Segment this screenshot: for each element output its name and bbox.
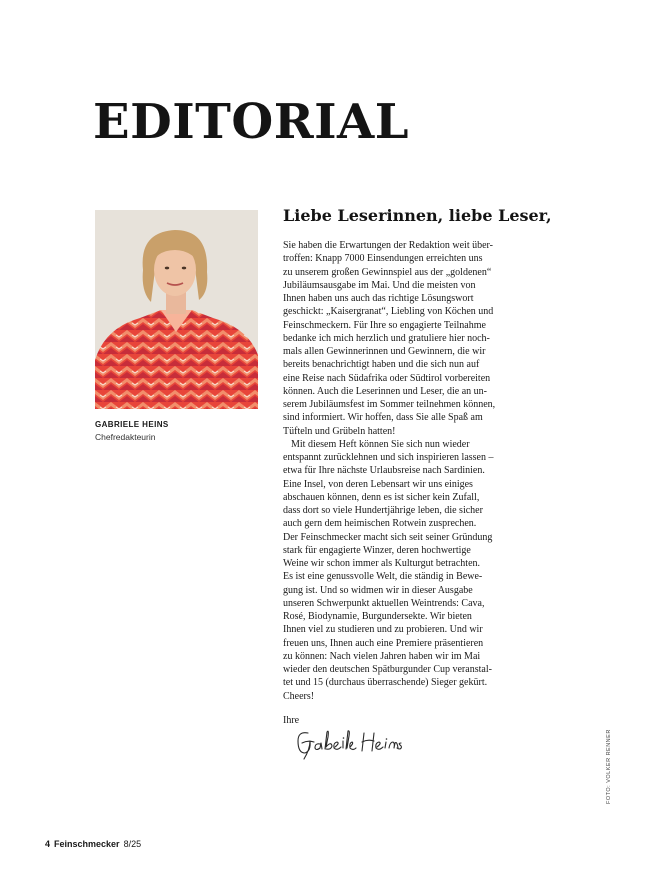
page-title: EDITORIAL [93,94,410,150]
body-line: entspannt zurücklehnen und sich inspirieren lassen – [283,452,494,463]
author-portrait [95,210,258,409]
body-line: sind informiert. Wir hoffen, dass Sie alle Spaß am [283,412,483,424]
body-line: stark für engagierte Winzer, deren hochwertige [283,544,471,556]
body-line: freuen uns, Ihnen auch eine Premiere präsentieren [283,637,484,649]
body-line: eine Reise nach Südafrika oder Südtirol vorbereiten [283,372,491,384]
body-line: Feinschmeckern. Für Ihre so engagierte Teilnahme [283,319,486,331]
body-line: mals allen Gewinnerinnen und Gewinnern, die wir [283,346,486,357]
body-line: auch gern dem heimischen Rotwein zusprechen. [283,518,477,530]
body-line: gung ist. Und so widmen wir in dieser Ausgabe [283,584,473,596]
body-line: Cheers! [283,690,315,702]
body-line: Ihnen viel zu studieren und zu probieren. Und wir [283,624,483,636]
body-line: Ihnen haben uns auch das richtige Lösungswort [283,293,474,304]
body-line: Tüfteln und Grübeln hatten! [283,425,396,437]
body-line: Sie haben die Erwartungen der Redaktion weit über- [283,240,494,251]
body-line: Mit diesem Heft können Sie sich nun wieder [291,438,470,450]
body-line: Jubiläumsausgabe im Mai. Und die meisten von [283,279,476,291]
body-line: zu können: Nach vielen Jahren haben wir im Mai [283,650,481,662]
body-line: unseren Schwerpunkt aktuellen Weintrends: Cava, [283,597,485,609]
editorial-body [283,239,523,703]
body-line: zu unserem großen Gewinnspiel aus der „goldenen“ [283,266,492,278]
page-number: 4 [45,839,51,849]
body-line: Rosé, Biodynamie, Burgundersekte. Wir bieten [283,611,472,622]
magazine-name: Feinschmecker [54,839,120,849]
body-line: Es ist eine genussvolle Welt, die ständig in Bewe- [283,571,483,583]
body-line: wieder den deutschen Spätburgunder Cup veranstal- [283,664,492,675]
body-line: tet und 15 (durchaus überraschende) Sieger gekürt. [283,677,488,689]
body-line: dass dort so viele Hundertjährige leben, die sicher [283,505,483,516]
page-footer [45,839,141,849]
body-line: abschauen können, denn es ist sicher kein Zufall, [283,491,480,503]
closing-word: Ihre [283,715,300,726]
body-line: etwa für Ihre nächste Urlaubsreise nach Sardinien. [283,465,485,477]
body-line: bereits benachrichtigt haben und die sich nun auf [283,359,480,371]
body-line: serem Jubiläumsfest im Sommer teilnehmen können, [283,399,496,410]
body-line: Der Feinschmecker macht sich seit seiner Gründung [283,531,493,543]
photo-credit: FOTO: VOLKER RENNER [606,729,612,804]
author-name: GABRIELE HEINS [95,420,169,429]
author-role: Chefredakteurin [95,432,156,442]
handwritten-signature [294,727,406,761]
body-line: können. Auch die Leserinnen und Leser, die an un- [283,385,487,397]
body-line: Weine wir schon immer als Kulturgut betrachten. [283,558,481,569]
body-line: bedanke ich mich herzlich und gratuliere hier noch- [283,332,490,344]
body-line: Eine Insel, von deren Lebensart wir uns einiges [283,478,473,490]
issue-number: 8/25 [123,839,142,849]
body-line: troffen: Knapp 7000 Einsendungen erreichten uns [283,253,483,265]
body-line: geschickt: „Kaisergranat“, Liebling von Köchen und [283,306,494,318]
letter-headline: Liebe Leserinnen, liebe Leser, [283,206,552,225]
